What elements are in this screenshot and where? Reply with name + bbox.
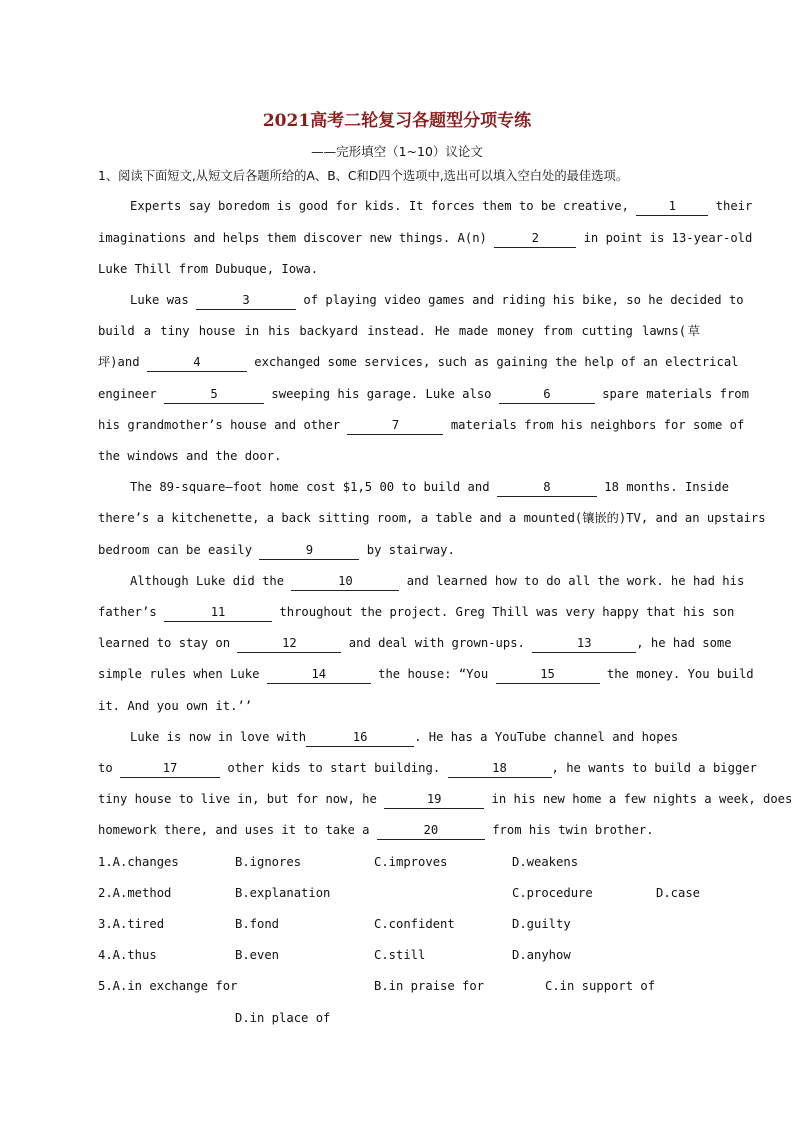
passage-line: Luke Thill from Dubuque, Iowa. xyxy=(98,262,319,276)
passage-line: imaginations and helps them discover new things. A(n) 2 in point is 13-year-old xyxy=(98,228,700,248)
option-1c: C.improves xyxy=(374,855,448,869)
option-4c: C.still xyxy=(374,948,426,962)
option-5c: C.in support of xyxy=(545,979,656,993)
option-2a: 2.A.method xyxy=(98,886,172,900)
blank-13: 13 xyxy=(532,635,636,653)
blank-1: 1 xyxy=(636,198,708,216)
blank-16: 16 xyxy=(306,729,414,747)
passage-line: learned to stay on 12 and deal with grown-ups. 13 , he had some xyxy=(98,633,700,653)
option-4b: B.even xyxy=(235,948,280,962)
option-3c: C.confident xyxy=(374,917,455,931)
passage-line: tiny house to live in, but for now, he 19 in his new home a few nights a week, does xyxy=(98,789,700,809)
blank-7: 7 xyxy=(347,417,443,435)
passage-line: 坪)and 4 exchanged some services, such as gaining the help of an electrical xyxy=(98,352,700,372)
option-1b: B.ignores xyxy=(235,855,302,869)
blank-5: 5 xyxy=(164,386,264,404)
passage-line: it. And you own it.’’ xyxy=(98,699,253,713)
blank-15: 15 xyxy=(496,666,600,684)
passage-line: there’s a kitchenette, a back sitting room, a table and a mounted(镶嵌的)TV, and an upstairs xyxy=(98,511,766,525)
blank-14: 14 xyxy=(267,666,371,684)
passage-line: Experts say boredom is good for kids. It forces them to be creative, 1 their xyxy=(130,196,700,216)
blank-20: 20 xyxy=(377,822,485,840)
option-2d: D.case xyxy=(656,886,701,900)
blank-18: 18 xyxy=(448,760,552,778)
blank-6: 6 xyxy=(499,386,595,404)
blank-2: 2 xyxy=(494,230,576,248)
blank-12: 12 xyxy=(237,635,341,653)
passage-line: Luke was 3 of playing video games and riding his bike, so he decided to xyxy=(130,290,700,310)
passage-line: to 17 other kids to start building. 18 , he wants to build a bigger xyxy=(98,758,700,778)
passage-line: his grandmother’s house and other 7 materials from his neighbors for some of xyxy=(98,415,700,435)
passage-line: homework there, and uses it to take a 20 from his twin brother. xyxy=(98,820,700,840)
option-4d: D.anyhow xyxy=(512,948,571,962)
passage-line: build a tiny house in his backyard instead. He made money from cutting lawns(草 xyxy=(98,324,700,338)
option-1a: 1.A.changes xyxy=(98,855,179,869)
blank-4: 4 xyxy=(147,354,247,372)
blank-8: 8 xyxy=(497,479,597,497)
page-subtitle: ——完形填空（1~10）议论文 xyxy=(311,144,483,159)
option-2c: C.procedure xyxy=(512,886,593,900)
passage-line: simple rules when Luke 14 the house: “You 15 the money. You build xyxy=(98,664,700,684)
option-5a: 5.A.in exchange for xyxy=(98,979,238,993)
option-2b: B.explanation xyxy=(235,886,331,900)
passage-line: father’s 11 throughout the project. Greg Thill was very happy that his son xyxy=(98,602,700,622)
passage-line: engineer 5 sweeping his garage. Luke also 6 spare materials from xyxy=(98,384,700,404)
option-1d: D.weakens xyxy=(512,855,579,869)
passage-line: the windows and the door. xyxy=(98,449,282,463)
option-3d: D.guilty xyxy=(512,917,571,931)
option-5d: D.in place of xyxy=(235,1011,331,1025)
blank-9: 9 xyxy=(259,542,359,560)
blank-19: 19 xyxy=(384,791,484,809)
option-5b: B.in praise for xyxy=(374,979,485,993)
page-title: 2021高考二轮复习各题型分项专练 xyxy=(262,111,532,131)
blank-11: 11 xyxy=(164,604,272,622)
option-4a: 4.A.thus xyxy=(98,948,157,962)
blank-10: 10 xyxy=(291,573,399,591)
blank-17: 17 xyxy=(120,760,220,778)
passage-line: bedroom can be easily 9 by stairway. xyxy=(98,540,700,560)
instruction: 1、阅读下面短文,从短文后各题所给的A、B、C和D四个选项中,选出可以填入空白处的最佳选项。 xyxy=(98,169,629,183)
option-3a: 3.A.tired xyxy=(98,917,165,931)
passage-line: The 89-square—foot home cost $1,5 00 to build and 8 18 months. Inside xyxy=(130,477,700,497)
blank-3: 3 xyxy=(196,292,296,310)
passage-line: Luke is now in love with 16 . He has a YouTube channel and hopes xyxy=(130,727,700,747)
option-3b: B.fond xyxy=(235,917,280,931)
passage-line: Although Luke did the 10 and learned how to do all the work. he had his xyxy=(130,571,700,591)
